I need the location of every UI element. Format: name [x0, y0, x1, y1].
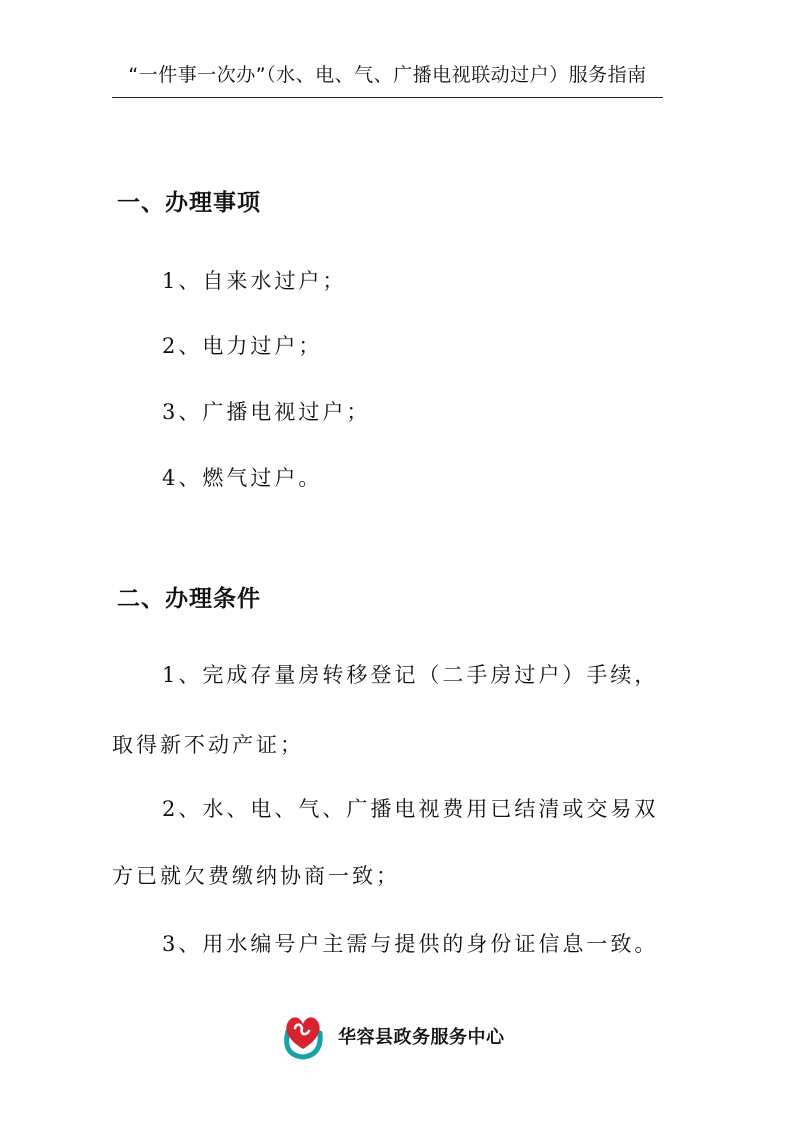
condition-item-1-continued: 取得新不动产证；	[112, 733, 304, 757]
section-heading-matters: 一、办理事项	[117, 190, 261, 216]
condition-item-2-continued: 方已就欠费缴纳协商一致；	[112, 864, 400, 888]
condition-item-1: 1、完成存量房转移登记（二手房过户）手续，	[162, 663, 659, 687]
list-item: 2、电力过户；	[162, 334, 323, 358]
list-item: 1、自来水过户；	[162, 269, 347, 293]
condition-item-2: 2、水、电、气、广播电视费用已结清或交易双	[162, 797, 659, 821]
list-item: 3、广播电视过户；	[162, 400, 371, 424]
document-header-title: “一件事一次办”（水、电、气、广播电视联动过户）服务指南	[128, 64, 647, 86]
organization-name: 华容县政务服务中心	[338, 1027, 505, 1048]
footer-branding	[278, 1010, 505, 1062]
section-heading-conditions: 二、办理条件	[117, 586, 261, 612]
government-service-center-logo-icon	[278, 1011, 328, 1061]
list-item: 4、燃气过户。	[162, 466, 323, 490]
condition-item-3: 3、用水编号户主需与提供的身份证信息一致。	[162, 932, 659, 956]
header-divider	[112, 97, 663, 98]
